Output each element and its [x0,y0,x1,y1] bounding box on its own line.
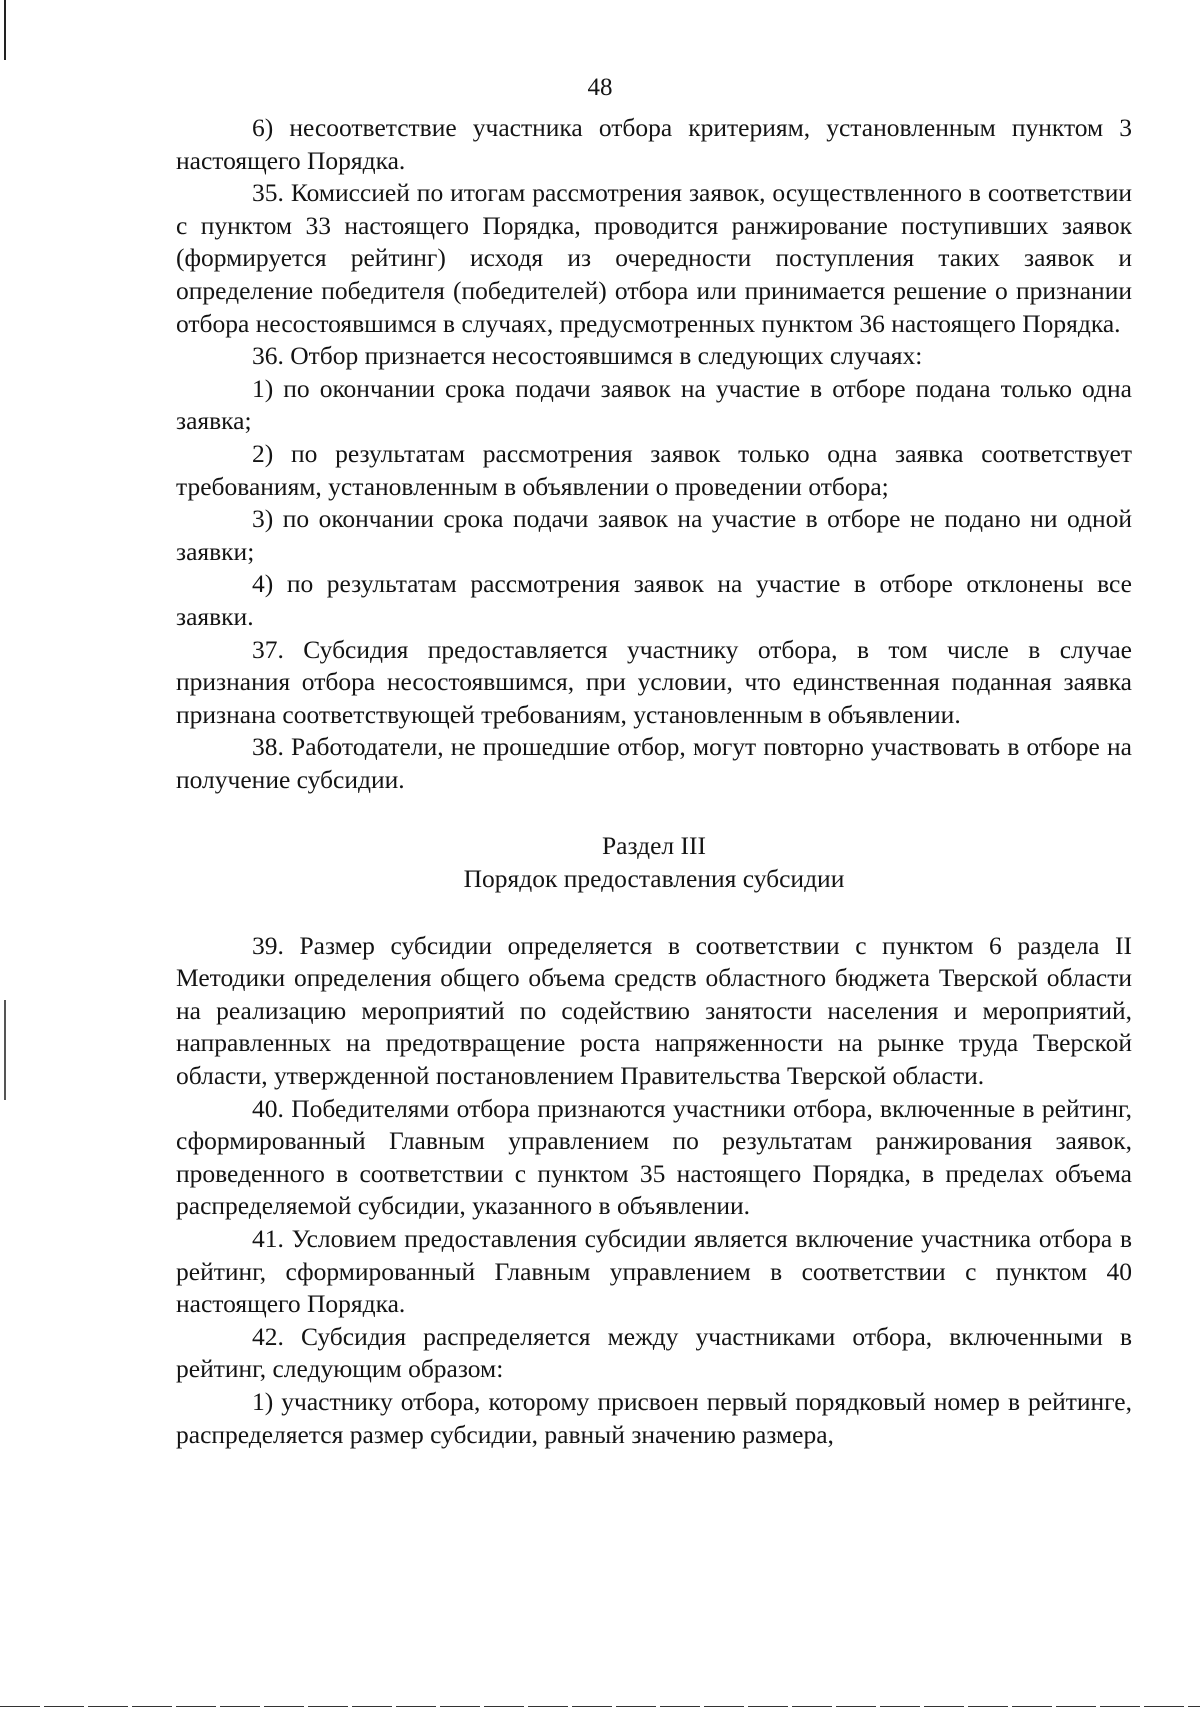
paragraph: 36. Отбор признается несостоявшимся в следующих случаях: [252,341,923,371]
paragraph: 3) по окончании срока подачи заявок на участие в отборе не подано ни одной заявки; [176,504,1132,566]
scan-edge-bottom [0,1706,1200,1707]
paragraph: 41. Условием предоставления субсидии является включение участника отбора в рейтинг, сформированный Главным управлением в соответствии с пунктом 40 настоящего Порядка. [176,1224,1132,1319]
paragraph: 35. Комиссией по итогам рассмотрения заявок, осуществленного в соответствии с пунктом 33 настоящего Порядка, проводится ранжирование поступивших заявок (формируется рейтинг) исходя из очередности поступления таких заявок и определение победителя (победителей) отбора или принимается решение о признании отбора несостоявшимся в случаях, предусмотренных пунктом 36 настоящего Порядка. [176,178,1132,338]
paragraph: 37. Субсидия предоставляется участнику отбора, в том числе в случае признания отбора несостоявшимся, при условии, что единственная поданная заявка признана соответствующей требованиям, установленным в объявлении. [176,634,1132,729]
document-body [176,112,1132,1451]
page-number: 48 [587,74,613,101]
paragraph: 38. Работодатели, не прошедшие отбор, могут повторно участвовать в отборе на получение субсидии. [176,732,1132,794]
section-spacer [176,896,1132,930]
paragraph: 42. Субсидия распределяется между участниками отбора, включенными в рейтинг, следующим образом: [176,1321,1132,1384]
section-title: Порядок предоставления субсидии [463,864,845,894]
paragraph: 40. Победителями отбора признаются участники отбора, включенные в рейтинг, сформированный Главным управлением по результатам ранжирования заявок, проведенного в соответствии с пунктом 35 настоящего Порядка, в пределах объема распределяемой субсидии, указанного в объявлении. [176,1093,1132,1221]
paragraph: 39. Размер субсидии определяется в соответствии с пунктом 6 раздела II Методики определения общего объема средств областного бюджета Тверской области на реализацию мероприятий по содействию занятости населения и мероприятий, направленных на предотвращение роста напряженности на рынке труда Тверской области, утвержденной постановлением Правительства Тверской области. [176,930,1132,1091]
paragraph: 6) несоответствие участника отбора критериям, установленным пунктом 3 настоящего Порядка. [176,113,1132,175]
section-number: Раздел III [602,831,706,861]
section-spacer [176,796,1132,830]
paragraph: 2) по результатам рассмотрения заявок только одна заявка соответствует требованиям, установленным в объявлении о проведении отбора; [176,438,1132,501]
paragraph: 4) по результатам рассмотрения заявок на участие в отборе отклонены все заявки. [176,569,1132,631]
paragraph: 1) участнику отбора, которому присвоен первый порядковый номер в рейтинге, распределяется размер субсидии, равный значению размера, [176,1386,1132,1449]
scan-edge-left [4,0,6,1711]
paragraph: 1) по окончании срока подачи заявок на участие в отборе подана только одна заявка; [176,373,1132,436]
